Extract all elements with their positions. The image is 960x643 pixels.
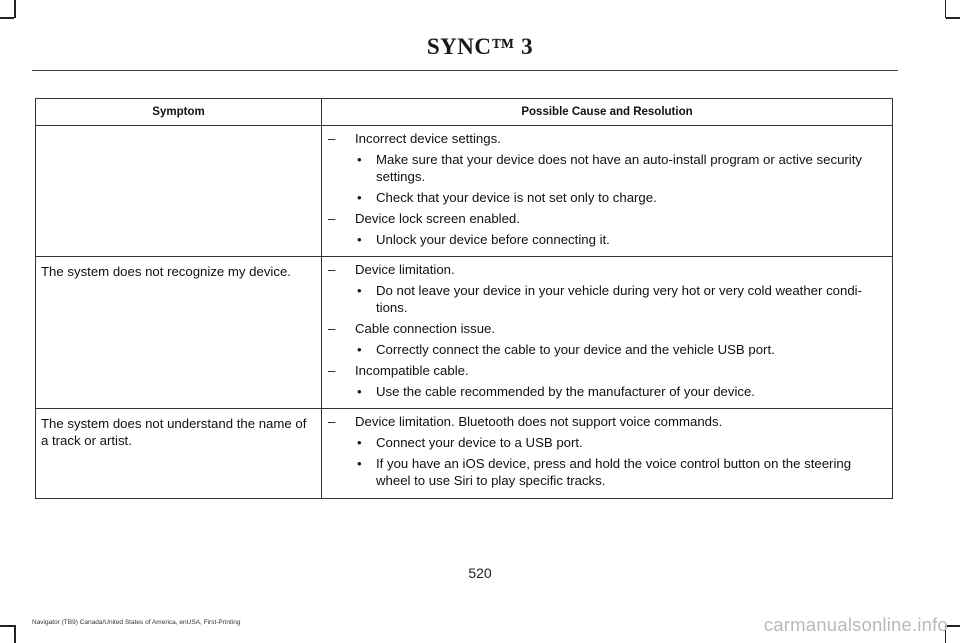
page-title: SYNC™ 3 <box>426 34 534 59</box>
dash-marker: – <box>328 262 336 277</box>
bullet-icon: • <box>357 190 362 205</box>
crop-mark <box>946 17 960 19</box>
fix-item <box>328 231 888 248</box>
fix-text: Connect your device to a USB port. <box>376 435 583 450</box>
crop-mark <box>14 0 16 18</box>
cause-text: Device limitation. <box>355 262 455 277</box>
cause-item <box>328 130 888 147</box>
symptom-cell: The system does not recognize my device. <box>36 257 322 409</box>
cause-text: Incorrect device settings. <box>355 131 501 146</box>
dash-marker: – <box>328 321 336 336</box>
dash-marker: – <box>328 211 336 226</box>
cause-item <box>328 320 888 337</box>
dash-marker: – <box>328 131 336 146</box>
dash-marker: – <box>328 363 336 378</box>
cause-text: Device lock screen enabled. <box>355 211 520 226</box>
fix-text: Correctly connect the cable to your device and the vehicle USB port. <box>376 342 775 357</box>
fix-item <box>328 282 888 316</box>
fix-item <box>328 341 888 358</box>
page-number: 520 <box>468 565 492 581</box>
symptom-cell: The system does not understand the name of a track or artist. <box>36 409 322 499</box>
cause-text: Incompatible cable. <box>355 363 469 378</box>
crop-mark <box>0 17 14 19</box>
column-header-resolution: Possible Cause and Resolution <box>322 99 893 126</box>
fix-text: Use the cable recommended by the manufacturer of your device. <box>376 384 755 399</box>
fix-text: Make sure that your device does not have an auto-install program or active security settings. <box>376 152 862 184</box>
cause-item <box>328 210 888 227</box>
fix-item <box>328 434 888 451</box>
bullet-icon: • <box>357 342 362 357</box>
table-row <box>36 257 893 409</box>
fix-text: Check that your device is not set only to charge. <box>376 190 657 205</box>
resolution-cell <box>322 257 893 409</box>
bullet-icon: • <box>357 152 362 167</box>
fix-text: Do not leave your device in your vehicle during very hot or very cold weather condi-tions. <box>376 283 862 315</box>
dash-marker: – <box>328 414 336 429</box>
bullet-icon: • <box>357 283 362 298</box>
cause-item <box>328 413 888 430</box>
resolution-cell <box>322 126 893 257</box>
crop-mark <box>946 625 960 627</box>
watermark-text: carmanualsonline.info <box>763 614 948 635</box>
fix-item <box>328 151 888 185</box>
fix-item <box>328 383 888 400</box>
table-row <box>36 126 893 257</box>
header-divider <box>32 70 898 71</box>
bullet-icon: • <box>357 456 362 471</box>
symptom-cell <box>36 126 322 257</box>
fix-item <box>328 189 888 206</box>
bullet-icon: • <box>357 384 362 399</box>
troubleshooting-table <box>35 98 893 499</box>
cause-text: Cable connection issue. <box>355 321 496 336</box>
fix-text: Unlock your device before connecting it. <box>376 232 610 247</box>
crop-mark <box>14 625 16 643</box>
cause-item <box>328 362 888 379</box>
cause-item <box>328 261 888 278</box>
table-row <box>36 409 893 499</box>
table-header-row <box>36 99 893 126</box>
cause-text: Device limitation. Bluetooth does not support voice commands. <box>355 414 723 429</box>
bullet-icon: • <box>357 435 362 450</box>
bullet-icon: • <box>357 232 362 247</box>
column-header-symptom: Symptom <box>36 99 322 126</box>
document-info: Navigator (TB9) Canada/United States of America, enUSA, First-Printing <box>32 619 241 626</box>
fix-item <box>328 455 888 489</box>
crop-mark <box>945 0 947 18</box>
resolution-cell <box>322 409 893 499</box>
fix-text: If you have an iOS device, press and hold the voice control button on the steering wheel to use Siri to play specific tracks. <box>376 456 852 488</box>
crop-mark <box>0 625 14 627</box>
